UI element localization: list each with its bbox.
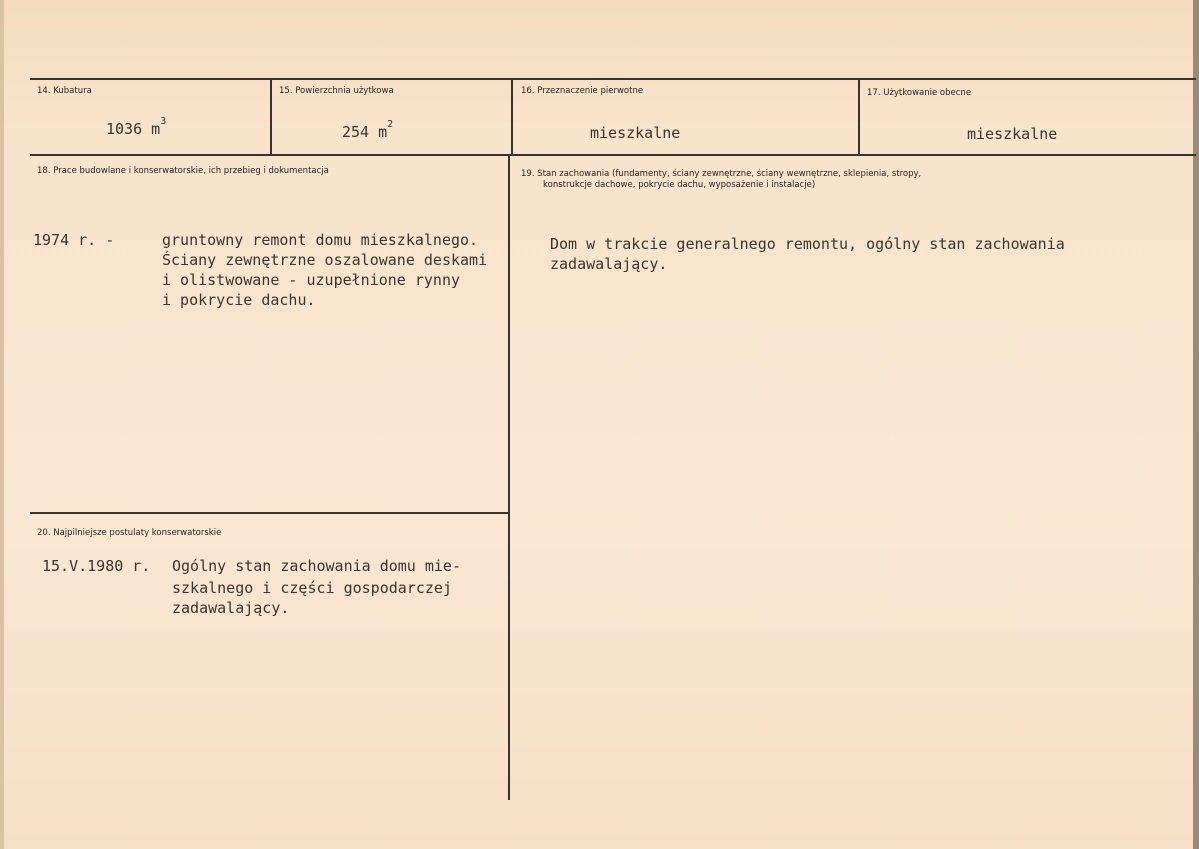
field16-value: mieszkalne xyxy=(590,124,681,142)
field16-label: 16. Przeznaczenie pierwotne xyxy=(521,86,644,96)
field17-label: 17. Użytkowanie obecne xyxy=(867,88,972,98)
field19-line-1: Dom w trakcie generalnego remontu, ogólny stan zachowania xyxy=(550,235,1065,253)
field15-label: 15. Powierzchnia użytkowa xyxy=(279,86,394,96)
field20-line-2: szkalnego i części gospodarczej xyxy=(172,579,452,597)
field18-line-3: i olistwowane - uzupełnione rynny xyxy=(162,271,461,289)
field18-label: 18. Prace budowlane i konserwatorskie, ich przebieg i dokumentacja xyxy=(37,166,329,176)
field19-label-line2: konstrukcje dachowe, pokrycie dachu, wyposażenie i instalacje) xyxy=(543,180,816,190)
field14-value: 1036 $m^3$ xyxy=(106,116,167,138)
field18-bottom-rule xyxy=(30,512,508,514)
card-left-edge xyxy=(0,0,4,849)
field20-line-1: Ogólny stan zachowania domu mie- xyxy=(172,557,461,575)
field20-label: 20. Najpilniejsze postulaty konserwatorskie xyxy=(37,528,222,538)
field18-line-4: i pokrycie dachu. xyxy=(162,291,316,309)
divider-14-15 xyxy=(270,78,272,155)
field17-value: mieszkalne xyxy=(967,125,1058,143)
field14-label: 14. Kubatura xyxy=(37,86,92,96)
field18-year: 1974 r. - xyxy=(33,231,115,249)
main-column-divider xyxy=(508,155,510,800)
field20-line-3: zadawalający. xyxy=(172,599,290,617)
divider-15-16 xyxy=(511,78,513,155)
row1-bottom-rule xyxy=(30,154,1196,156)
field14-exponent: 3 xyxy=(160,116,167,127)
divider-16-17 xyxy=(858,78,860,155)
field20-date: 15.V.1980 r. xyxy=(42,557,151,575)
card-right-edge xyxy=(1193,0,1199,849)
field18-line-1: gruntowny remont domu mieszkalnego. xyxy=(162,231,479,249)
field15-value: 254 $m^2$ xyxy=(342,119,394,141)
field15-exponent: 2 xyxy=(387,119,394,130)
field19-label-line1: 19. Stan zachowania (fundamenty, ściany zewnętrzne, ściany wewnętrzne, sklepienia, stropy, xyxy=(521,169,922,179)
field19-line-2: zadawalający. xyxy=(550,255,668,273)
field18-line-2: Ściany zewnętrzne oszalowane deskami xyxy=(162,251,488,269)
top-rule xyxy=(30,78,1196,80)
